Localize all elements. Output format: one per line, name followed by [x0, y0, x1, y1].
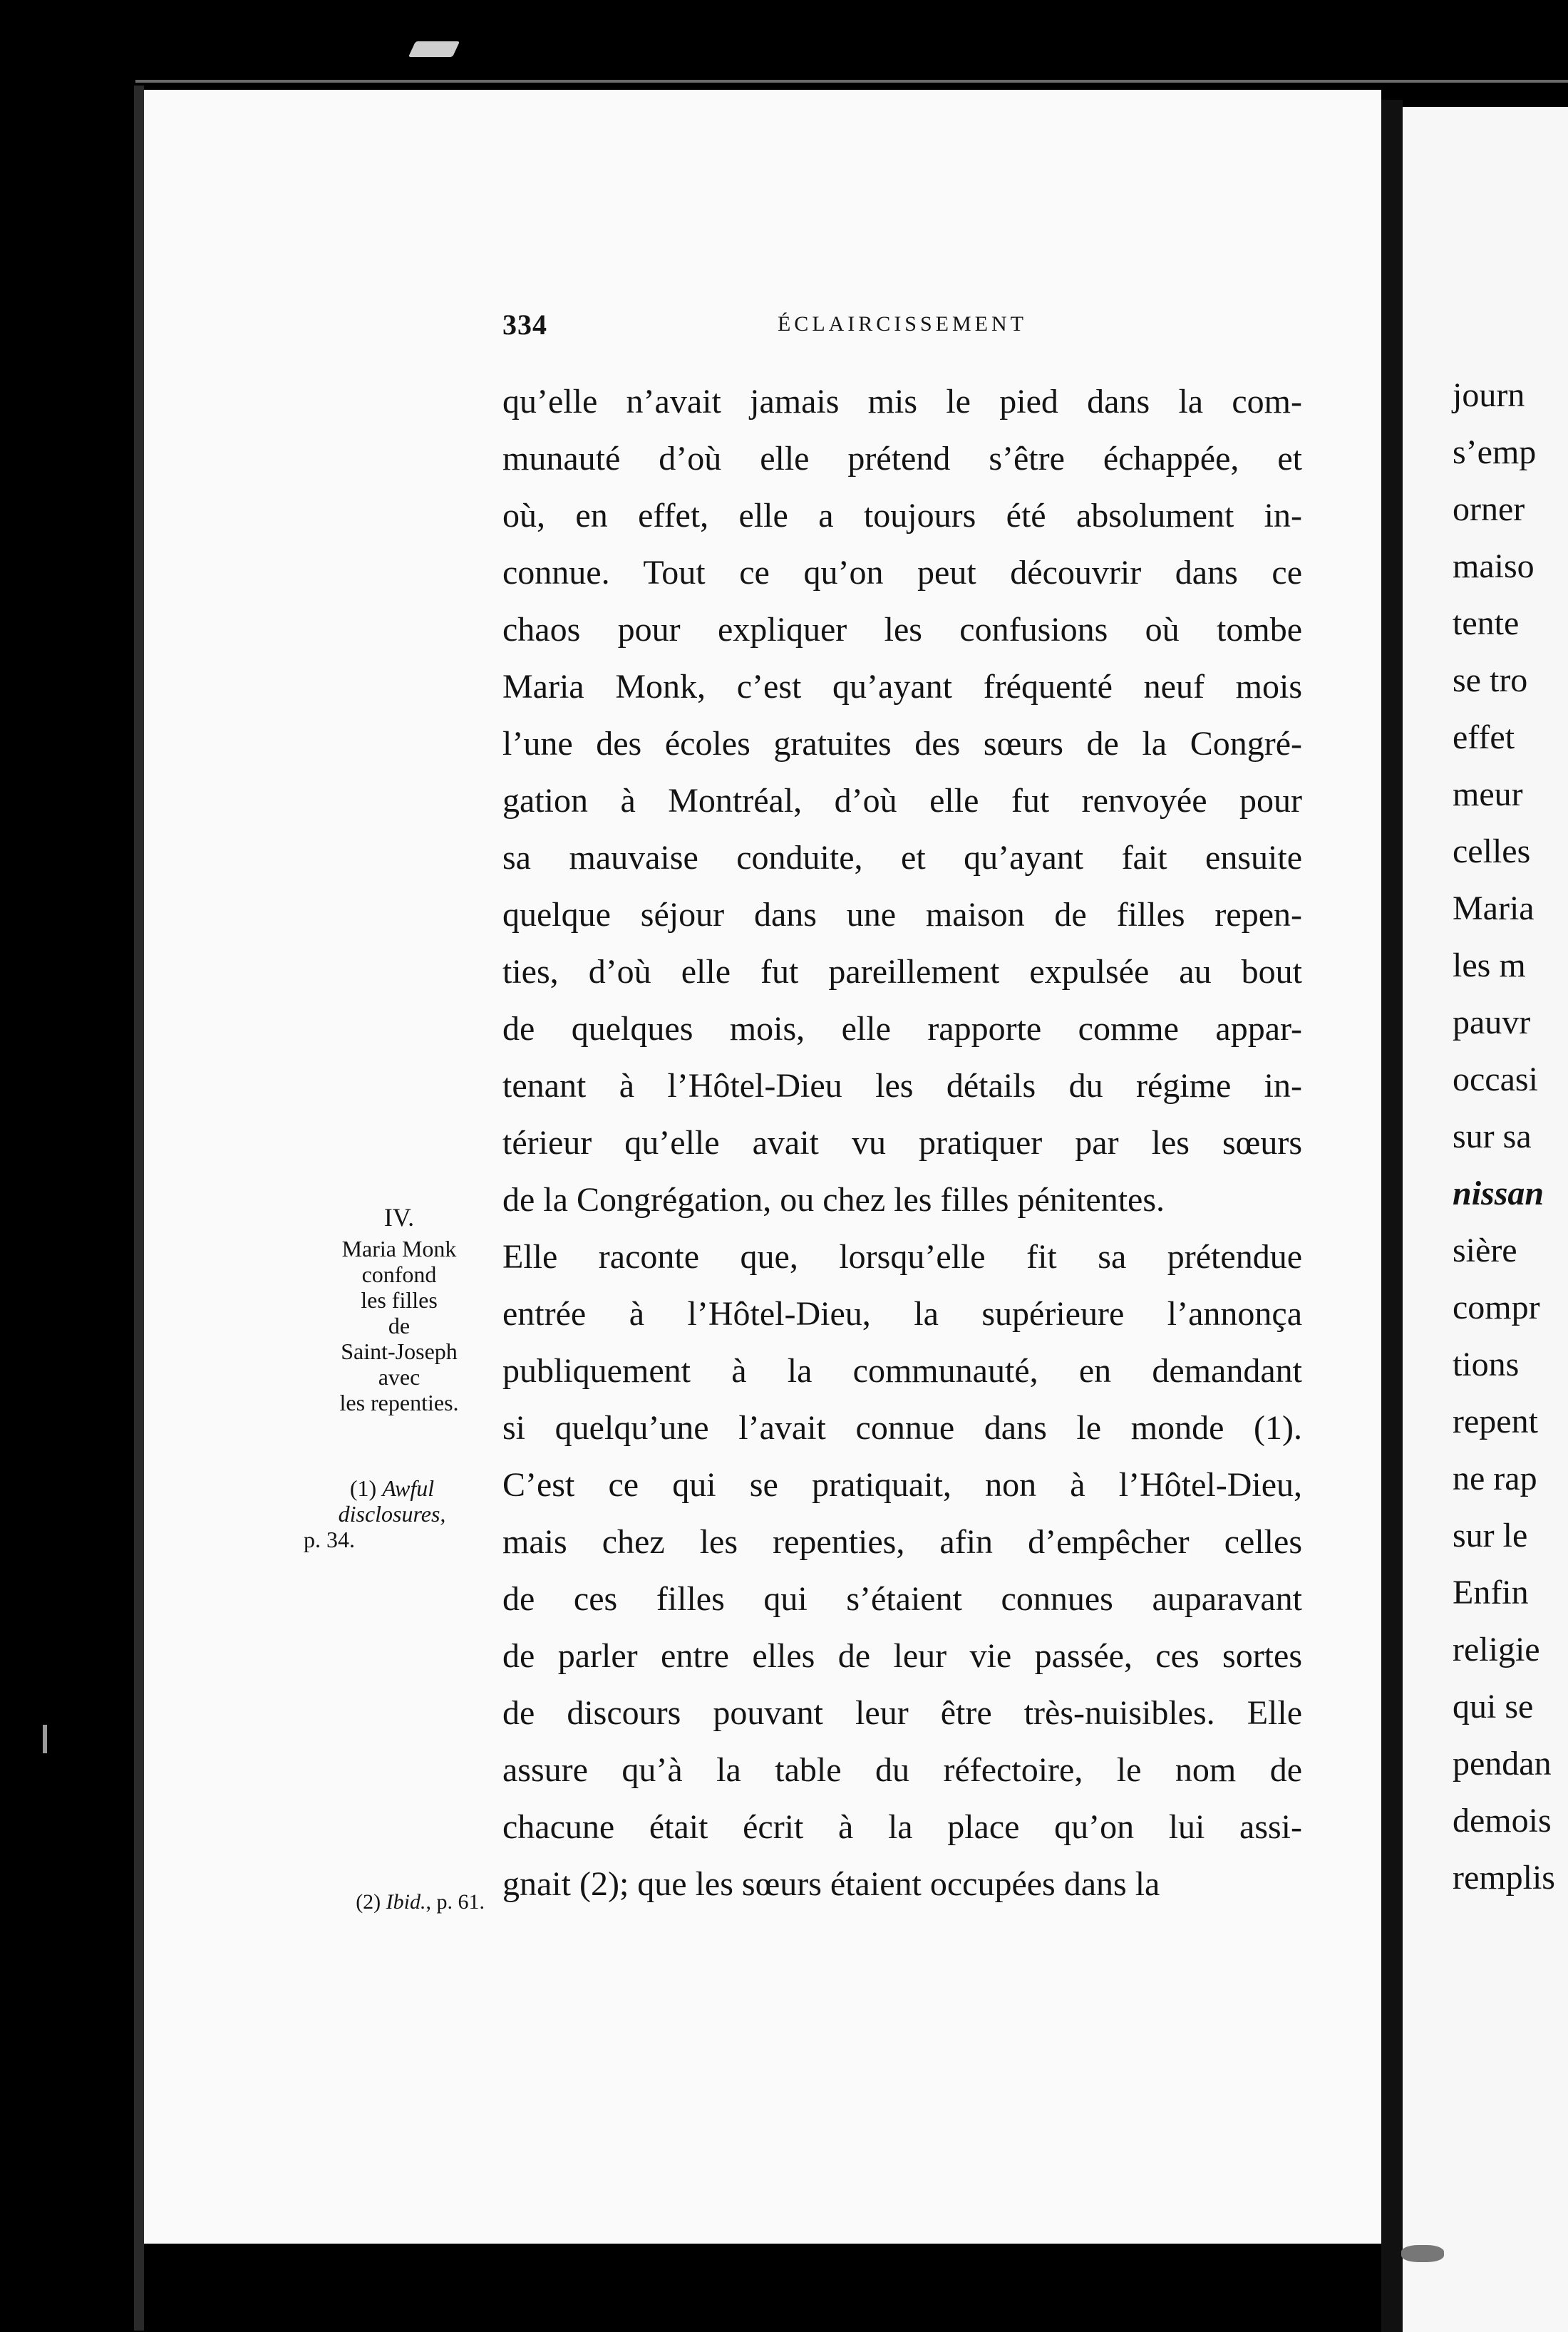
body-text	[502, 373, 1302, 1913]
margin-note-number: IV.	[383, 1203, 415, 1232]
facing-page-line: remplis	[1453, 1859, 1555, 1897]
binding-rule	[135, 80, 1568, 83]
text-line: chaos pour expliquer les confusions où tombe	[502, 611, 1302, 649]
text-line: l’une des écoles gratuites des sœurs de la Congré-	[502, 725, 1302, 763]
scan-artifact	[1401, 2245, 1444, 2262]
facing-page-line: orner	[1453, 490, 1525, 528]
text-line: qu’elle n’avait jamais mis le pied dans la com-	[502, 383, 1302, 421]
facing-page-text	[1453, 367, 1555, 1907]
text-line: de parler entre elles de leur vie passée, ces sortes	[502, 1637, 1302, 1675]
margin-note-line: les filles	[361, 1287, 438, 1313]
text-line: publiquement à la communauté, en demandant	[502, 1352, 1302, 1390]
facing-page-line: sur sa	[1453, 1118, 1532, 1155]
text-line: quelque séjour dans une maison de filles repen-	[502, 896, 1302, 934]
footnote-title: disclosures,	[338, 1501, 446, 1527]
footnote-marker: (1)	[349, 1475, 377, 1501]
text-line: Elle raconte que, lorsqu’elle fit sa prétendue	[502, 1238, 1302, 1276]
footnote-page: p. 34.	[304, 1527, 355, 1552]
facing-page-line: demois	[1453, 1802, 1552, 1840]
margin-note	[314, 1204, 485, 1415]
footnote-ref: Ibid.	[386, 1890, 426, 1914]
page-header	[502, 308, 1302, 344]
text-line: où, en effet, elle a toujours été absolument in-	[502, 497, 1302, 535]
facing-page-line: meur	[1453, 775, 1523, 813]
facing-page-line: repent	[1453, 1403, 1538, 1440]
page-gutter	[1381, 100, 1403, 2332]
footnote-marker: (2)	[356, 1890, 381, 1914]
margin-note-line: de	[388, 1313, 411, 1338]
text-line: gation à Montréal, d’où elle fut renvoyée pour	[502, 782, 1302, 820]
margin-note-line: Maria Monk	[341, 1236, 457, 1262]
facing-page-line: les m	[1453, 946, 1526, 984]
footnote-2	[299, 1890, 485, 1914]
footnote-page: , p. 61.	[425, 1890, 485, 1914]
facing-page-line: tente	[1453, 604, 1520, 642]
text-line: C’est ce qui se pratiquait, non à l’Hôtel-Dieu,	[502, 1466, 1302, 1504]
text-line: entrée à l’Hôtel-Dieu, la supérieure l’annonça	[502, 1295, 1302, 1333]
facing-page-line: occasi	[1453, 1061, 1538, 1098]
margin-note-line: avec	[378, 1364, 421, 1390]
margin-note-line: confond	[361, 1262, 437, 1287]
text-line: tenant à l’Hôtel-Dieu les détails du régime in-	[502, 1067, 1302, 1105]
facing-page-line: celles	[1453, 832, 1531, 870]
text-line: ties, d’où elle fut pareillement expulsée au bout	[502, 953, 1302, 991]
footnote-title: Awful	[382, 1475, 435, 1501]
text-line: de ces filles qui s’étaient connues auparavant	[502, 1580, 1302, 1618]
scan-artifact	[408, 41, 460, 57]
margin-note-line: les repenties.	[339, 1390, 459, 1415]
book-edge	[134, 86, 144, 2331]
facing-page-line: compr	[1453, 1289, 1540, 1326]
page-number: 334	[502, 309, 547, 341]
facing-page-line: nissan	[1453, 1175, 1544, 1212]
facing-page-line: maiso	[1453, 547, 1535, 585]
text-line: de quelques mois, elle rapporte comme appar-	[502, 1010, 1302, 1048]
text-line: chacune était écrit à la place qu’on lui assi-	[502, 1808, 1302, 1846]
running-head: ÉCLAIRCISSEMENT	[777, 312, 1027, 336]
text-line: térieur qu’elle avait vu pratiquer par les sœurs	[502, 1124, 1302, 1162]
facing-page-line: sière	[1453, 1232, 1517, 1269]
text-line: si quelqu’une l’avait connue dans le monde (1).	[502, 1409, 1302, 1447]
facing-page-line: se tro	[1453, 661, 1528, 699]
facing-page-line: sur le	[1453, 1517, 1528, 1554]
facing-page-line: pendan	[1453, 1745, 1552, 1782]
facing-page-line: Enfin	[1453, 1574, 1529, 1611]
text-line: gnait (2); que les sœurs étaient occupées dans la	[502, 1865, 1160, 1903]
text-line: munauté d’où elle prétend s’être échappée, et	[502, 440, 1302, 478]
facing-page-line: qui se	[1453, 1688, 1534, 1725]
text-line: sa mauvaise conduite, et qu’ayant fait ensuite	[502, 839, 1302, 877]
text-line: de la Congrégation, ou chez les filles pénitentes.	[502, 1181, 1165, 1219]
facing-page-line: s’emp	[1453, 433, 1537, 471]
facing-page	[1403, 107, 1568, 2332]
scan-artifact	[43, 1725, 47, 1753]
facing-page-line: pauvr	[1453, 1004, 1531, 1041]
facing-page-line: effet	[1453, 718, 1515, 756]
text-line: Maria Monk, c’est qu’ayant fréquenté neuf mois	[502, 668, 1302, 706]
margin-note-line: Saint-Joseph	[341, 1338, 458, 1364]
facing-page-line: journ	[1453, 376, 1525, 414]
facing-page-line: religie	[1453, 1631, 1540, 1668]
text-line: connue. Tout ce qu’on peut découvrir dans ce	[502, 554, 1302, 592]
facing-page-line: ne rap	[1453, 1460, 1537, 1497]
text-line: de discours pouvant leur être très-nuisibles. Elle	[502, 1694, 1302, 1732]
text-line: assure qu’à la table du réfectoire, le nom de	[502, 1751, 1302, 1789]
facing-page-line: Maria	[1453, 889, 1535, 927]
facing-page-line: tions	[1453, 1346, 1520, 1383]
footnote-1	[299, 1475, 485, 1552]
text-line: mais chez les repenties, afin d’empêcher celles	[502, 1523, 1302, 1561]
